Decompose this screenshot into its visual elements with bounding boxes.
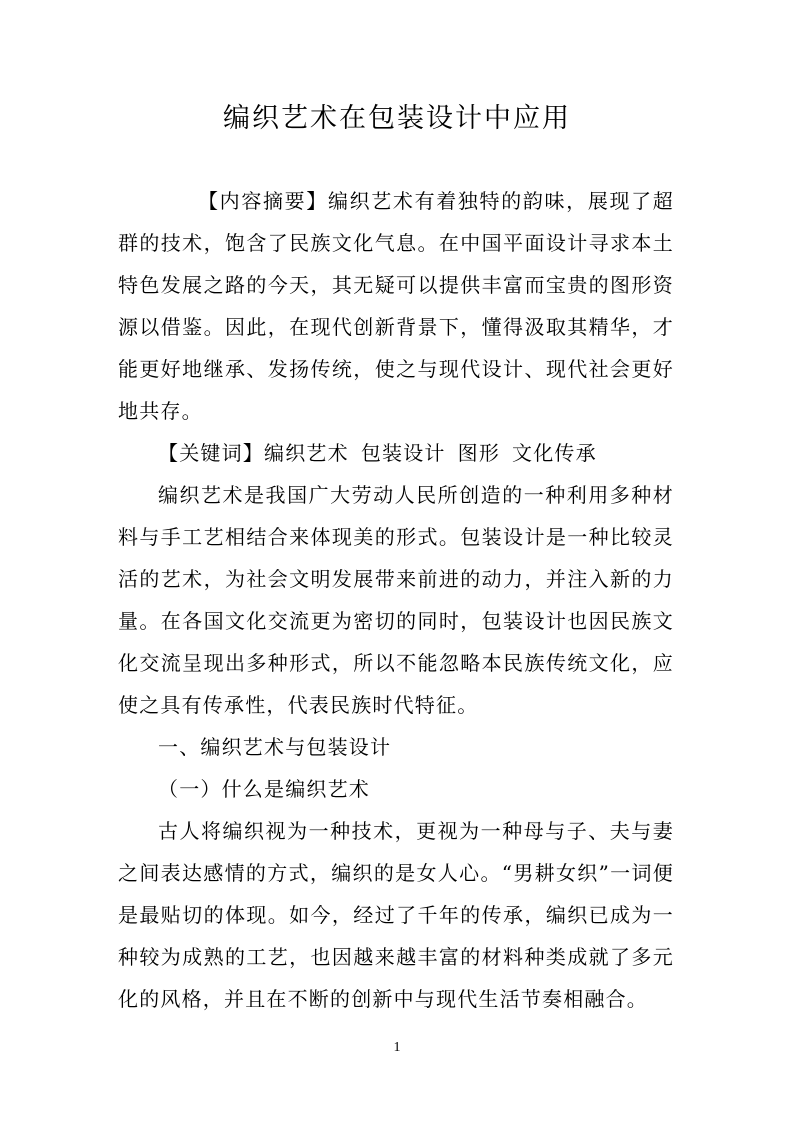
keywords-label: 【关键词】 xyxy=(158,441,264,465)
abstract-paragraph: 【内容摘要】编织艺术有着独特的韵味，展现了超群的技术，饱含了民族文化气息。在中国平面设计寻求本土特色发展之路的今天，其无疑可以提供丰富而宝贵的图形资源以借鉴。因此，在现代创新背景下，懂得汲取其精华，才能更好地继承、发扬传统，使之与现代设计、现代社会更好地共存。 xyxy=(118,189,674,423)
document-body xyxy=(118,180,674,1020)
keyword: 包装设计 xyxy=(360,441,446,465)
document-title: 编织艺术在包装设计中应用 xyxy=(223,103,571,134)
keywords-line xyxy=(118,432,674,474)
section-heading: 一、编织艺术与包装设计 xyxy=(158,735,392,759)
keyword: 文化传承 xyxy=(512,441,597,465)
keyword: 编织艺术 xyxy=(264,441,349,465)
subsection-heading: （一）什么是编织艺术 xyxy=(158,777,370,801)
keyword: 图形 xyxy=(457,441,501,465)
page-number: 1 xyxy=(393,1040,401,1055)
intro-paragraph: 编织艺术是我国广大劳动人民所创造的一种利用多种材料与手工艺相结合来体现美的形式。包装设计是一种比较灵活的艺术，为社会文明发展带来前进的动力，并注入新的力量。在各国文化交流更为密切的同时，包装设计也因民族文化交流呈现出多种形式，所以不能忽略本民族传统文化，应使之具有传承性，代表民族时代特征。 xyxy=(118,483,674,717)
subsection-paragraph: 古人将编织视为一种技术，更视为一种母与子、夫与妻之间表达感情的方式，编织的是女人心。“男耕女织”一词便是最贴切的体现。如今，经过了千年的传承，编织已成为一种较为成熟的工艺，也因越来越丰富的材料种类成就了多元化的风格，并且在不断的创新中与现代生活节奏相融合。 xyxy=(118,819,674,1011)
